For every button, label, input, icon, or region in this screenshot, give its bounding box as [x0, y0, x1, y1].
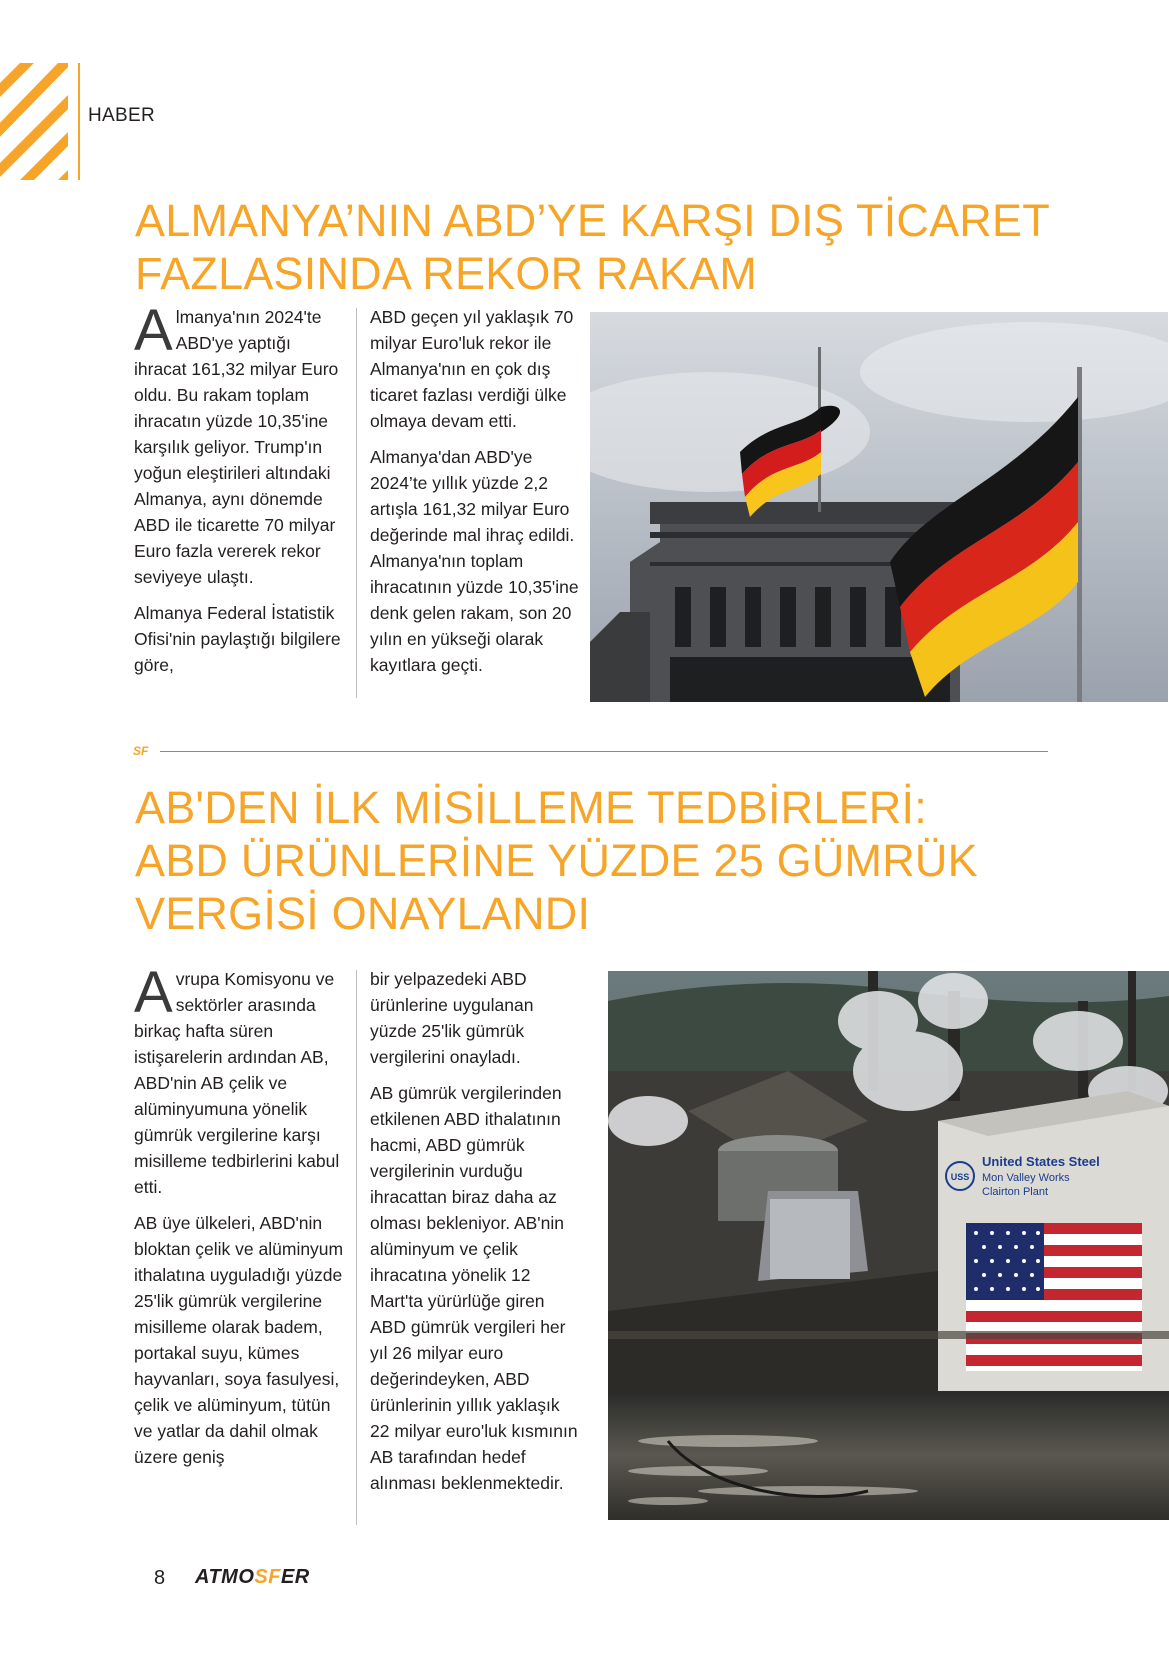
- brand-part2: SF: [254, 1566, 281, 1588]
- article2-dropcap: A: [134, 960, 173, 1025]
- article1-title-line2: FAZLASINDA REKOR RAKAM: [135, 248, 758, 299]
- header-stripes-decoration: [0, 63, 68, 180]
- article1-column2: [370, 304, 580, 688]
- article2-col1-paragraph1: [134, 960, 344, 1200]
- article2-col1-paragraph2: AB üye ülkeleri, ABD'nin bloktan çelik ve alüminyum ithalatına uyguladığı yüzde 25'lik gümrük vergilerine misilleme olarak badem, portakal suyu, kümes hayvanları, soya fasulyesi, çelik ve alüminyum, tütün ve yatlar da dahil olmak üzere geniş: [134, 1213, 344, 1467]
- article1-headline: [135, 194, 1050, 300]
- us-flag-mural: [966, 1223, 1142, 1371]
- photo-sign-line2: Mon Valley Works: [982, 1172, 1070, 1184]
- article1-col2-paragraph2: Almanya'dan ABD'ye 2024’te yıllık yüzde 2,2 artışla 161,32 milyar Euro değerinde mal ihraç edildi. Almanya'nın toplam ihracatının yüzde 10,35'ine denk gelen rakam, son 20 yılın en yükseği olarak kayıtlara geçti.: [370, 447, 579, 675]
- atmosfer-brand-logo: [195, 1566, 310, 1589]
- article2-headline: [135, 781, 978, 940]
- article1-col2-paragraph1: ABD geçen yıl yaklaşık 70 milyar Euro'luk rekor ile Almanya'nın en çok dış ticaret fazlası verdiği ülke olmaya devam etti.: [370, 307, 574, 431]
- article1-col1-paragraph1: [134, 298, 344, 590]
- uss-logo-text: USS: [950, 1172, 970, 1182]
- article2-title-line1: AB'DEN İLK MİSİLLEME TEDBİRLERİ:: [135, 782, 927, 833]
- section-label: HABER: [88, 105, 155, 126]
- article2-title-line2: ABD ÜRÜNLERİNE YÜZDE 25 GÜMRÜK: [135, 835, 978, 886]
- article2-col1-p1-text: vrupa Komisyonu ve sektörler arasında birkaç hafta süren istişarelerin ardından AB, ABD'nin AB çelik ve alüminyumuna yönelik gümrük vergilerine karşı misilleme tedbirlerini kabul etti.: [134, 969, 340, 1197]
- article1-col1-paragraph2: Almanya Federal İstatistik Ofisi'nin paylaştığı bilgilere göre,: [134, 603, 341, 675]
- brand-part3: ER: [280, 1566, 310, 1588]
- photo-sign-line3: Clairton Plant: [982, 1186, 1049, 1198]
- article1-column-rule: [356, 308, 357, 698]
- section-divider-line: [160, 751, 1048, 752]
- article2-column1: [134, 960, 344, 1480]
- article2-column-rule: [356, 970, 357, 1525]
- article1-dropcap: A: [134, 298, 173, 363]
- article1-title-line1: ALMANYA’NIN ABD’YE KARŞI DIŞ TİCARET: [135, 195, 1050, 246]
- article2-column2: [370, 966, 580, 1506]
- article2-col2-paragraph1: bir yelpazedeki ABD ürünlerine uygulanan yüzde 25'lik gümrük vergilerini onayladı.: [370, 969, 534, 1067]
- brand-part1: ATMO: [195, 1566, 255, 1588]
- reichstag-flags-photo: [590, 312, 1168, 702]
- article2-title-line3: VERGİSİ ONAYLANDI: [135, 888, 591, 939]
- divider-logo-text: SF: [133, 744, 149, 756]
- article1-col1-p1-text: lmanya'nın 2024'te ABD'ye yaptığı ihracat 161,32 milyar Euro oldu. Bu rakam toplam ihracatın yüzde 10,35'ine karşılık geliyor. Trump'ın yoğun eleştirileri altındaki Almanya, aynı dönemde ABD ile ticarette 70 milyar Euro fazla vererek rekor seviyeye ulaştı.: [134, 307, 339, 587]
- article2-col2-paragraph2: AB gümrük vergilerinden etkilenen ABD ithalatının hacmi, ABD gümrük vergilerinin vurduğu ihracattan biraz daha az olması bekleniyor. AB'nin alüminyum ve çelik ihracatına yönelik 12 Mart'ta yürürlüğe giren ABD gümrük vergileri her yıl 26 milyar euro değerindeyken, ABD ürünlerinin yıllık yaklaşık 22 milyar euro'luk kısmının AB tarafından hedef alınması beklenmektedir.: [370, 1083, 578, 1493]
- header-accent-line: [78, 63, 80, 180]
- us-steel-plant-photo: [608, 971, 1169, 1520]
- article1-column1: [134, 298, 344, 688]
- page-number: 8: [154, 1567, 166, 1589]
- divider-sf-logo: [133, 743, 155, 755]
- photo-sign-line1: United States Steel: [982, 1154, 1100, 1169]
